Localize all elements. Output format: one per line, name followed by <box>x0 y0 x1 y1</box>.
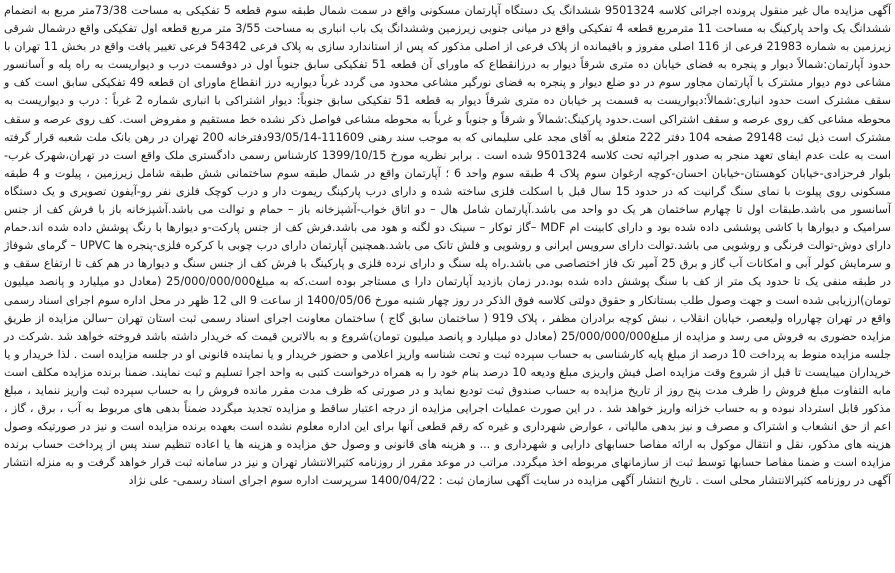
notice-body-text: آگهی مزایده مال غیر منقول پرونده اجرائی کلاسه 9501324 ششدانگ یک دستگاه آپارتمان مسکونی واقع در سمت شمال طبقه سوم قطعه 5 تفکیکی به مساحت 73/38متر مربع به انضمام ششدانگ یک واحد پارکینگ به مساحت 11 مترمربع قطعه 4 تفکیکی واقع در میانی جنوبی زیرزمین وششدانگ یک باب انباری به مساحت 3/55 متر مربع قطعه اول تفکیکی واقع درشمال شرقی زیرزمین به شماره 21983 فرعی از 116 اصلی مفروز و باقیمانده از پلاک فرعی از اصلی مذکور که پس از استاندارد سازی به پلاک فرعی 54342 فرعی تغییر یافت واقع در بخش 11 تهران با حدود آپارتمان:شمالاً دیوار و پنجره به فضای خیابان ده متری شرقاً دیوار به درزانقطاع که ماورای آن قطعه 51 تفکیکی سابق جنوباً اول در دوقسمت درب و دیواریست به راه پله و آسانسور مشاعی دوم دیوار مشترک با آپارتمان مجاور سوم در دو ضلع دیوار و پنجره به فضای نورگیر مشاعی محدود می گردد غرباً دیواریه درز انقطاع ماورای ان قطعه 49 تفکیکی سابق است کف و سقف مشترک است حدود انباری:شمالاً:دیواریست به قسمت پر خیابان ده متری شرقاً دیوار به قطعه 51 تفکیکی سابق جنوباً: دیوار اشتراکی با انباری شماره 2 غرباً : درب و دیواریست به محوطه مشاعی کف روی عرصه و سقف اشتراکی است.حدود پارکینگ:شمالاً و شرقاً و جنوباً و غرباً به محوطه مشاعی فواصل ذکر نشده خط مستقیم و مفروض است. کف روی عرصه و سقف مشترک است ذیل ثبت 29148 صفحه 104 دفتر 222 متعلق به آقای مجد علی سلیمانی که به موجب سند رهنی 111609-93/05/14دفترخانه 200 تهران در رهن بانک ملت شعبه قرار گرفته است به علت عدم ایفای تعهد منجر به صدور اجرائیه تحت کلاسه 9501324 شده است . برابر نظریه مورخ 1399/10/15 کارشناس رسمی دادگستری ملک واقع است در تهران،شهرک غرب-بلوار فرحزادی-خیابان کوهستان-خیابان احسان-کوچه ارغوان سوم پلاک 4 طبقه سوم واحد 6 ؛ آپارتمان واقع در شمال طبقه سوم ساختمانی شش طبقه شامل زیرزمین ، پیلوت و 4 طبقه مسکونی روی پیلوت با نمای سنگ گرانیت که در حدود 15 سال قبل با اسکلت فلزی ساخته شده و دارای درب پارکینگ ریموت دار و درب کوچک فلزی نفر رو-آیفون تصویری و یک دستگاه آسانسور می باشد.طبقات اول تا چهارم ساختمان هر یک دو واحد می باشد.آپارتمان شامل هال – دو اتاق خواب-آشپزخانه باز – حمام و توالت می باشد.آشپزخانه باز با فرش کف از جنس سرامیک و دیوارها با کاشی پوششی داده شده بود و دارای کابینت ام MDF –گاز توکار – سینک دو لگنه و هود می باشد.فرش کف از جنس پارکت-و دیوارها با رنگ پوشش داده شده اند.حمام دارای دوش-توالت فرنگی و روشویی می باشد.توالت دارای سرویس ایرانی و روشویی و فلش تانک می باشد.همچنین آپارتمان دارای درب چوبی با کرکره فلزی-پنجره ها UPVC – گرمای شوفاژ و سرمایش کولر آبی و امکانات آب گاز و برق 25 آمپر تک فاز اختصاصی می باشد.راه پله سنگ و دارای نرده فلزی و پارکینگ با فرش کف از جنس سنگ و دیوارها در هم کف تا ارتفاع سقف و در طبقه منفی یک تا حدود یک متر از کف با سنگ پوشش داده شده بود.در زمان بازدید آپارتمان دارا ی مستاجر بوده است.که به مبلغ25/000/000/000 (معادل دو میلیارد و پانصد میلیون تومان)ارزیابی شده است و جهت وصول طلب بستانکار و حقوق دولتی کلاسه فوق الذکر در روز چهار شنبه مورخ 1400/05/06 از ساعت 9 الی 12 ظهر در محل اداره سوم اجرای اسناد رسمی واقع در تهران چهارراه ولیعصر، خیابان انقلاب ، نبش کوچه برادران مظفر ، پلاک 919 ( ساختمان سابق گاج ) ساختمان معاونت اجرای اسناد رسمی ثبت استان تهران –سالن مزایده از طریق مزایده حضوری به فروش می رسد و مزایده از مبلغ25/000/000/000 (معادل دو میلیارد و پانصد میلیون تومان)شروع و به بالاترین قیمت که خریدار داشته باشد فروخته خواهد شد .شرکت در جلسه مزایده منوط به پرداخت 10 درصد از مبلغ پایه کارشناسی به حساب سپرده ثبت و تحت شناسه واریز اعلامی و حضور خریدار و یا نماینده قانونی او در جلسه مزایده است . لذا خریدار و یا خریداران میبایست تا قبل از شروع وقت مزایده اصل فیش واریزی مبلغ ودیعه 10 درصد بنام خود را به همراه درخواست کتبی به واحد اجرا تسلیم و ثبت نمایند. ضمنا برنده مزایده مکلف است مابه التفاوت مبلغ فروش را ظرف مدت پنج روز از تاریخ مزایده به حساب صندوق ثبت تودیع نماید و در صورتی که ظرف مدت مقرر مانده فروش را به حساب سپرده ثبت واریز ننماید ، مبلغ مذکور قابل استرداد نبوده و به حساب خزانه واریز خواهد شد . در این صورت عملیات اجرایی مزایده از درجه اعتبار ساقط و مزایده تجدید میگردد ضمناً بدهی های مربوط به آب ، برق ، گاز ، اعم از حق انشعاب و اشتراک و مصرف و نیز بدهی مالیاتی ، عوارض شهرداری و غیره که رقم قطعی آنها برای این اداره معلوم نشده است بعهده برنده مزایده است و نیز در صورتیکه وصول هزینه های مذکور، نقل و انتقال موکول به ارائه مفاصا حسابهای دارایی و شهرداری و ... و هزینه های قانونی و وصول حق مزایده و هزینه ها یا اعاده تنظیم سند پس از پرداخت حساب برنده مزایده است و ضمنا مفاصا حسابها توسط ثبت از سازمانهای مربوطه اخذ میگردد. مراتب در موعد مقرر از روزنامه کثیرالانتشار تهران و نیز در سامانه ثبت قرار خواهد گرفت و به منزله انتشار آگهی در روزنامه کثیرالانتشار محلی است . تاریخ انتشار آگهی مزایده در سایت آگهی سازمان ثبت : 1400/04/22 سرپرست اداره سوم اجرای اسناد رسمی- علی نژاد <box>4 4 892 488</box>
